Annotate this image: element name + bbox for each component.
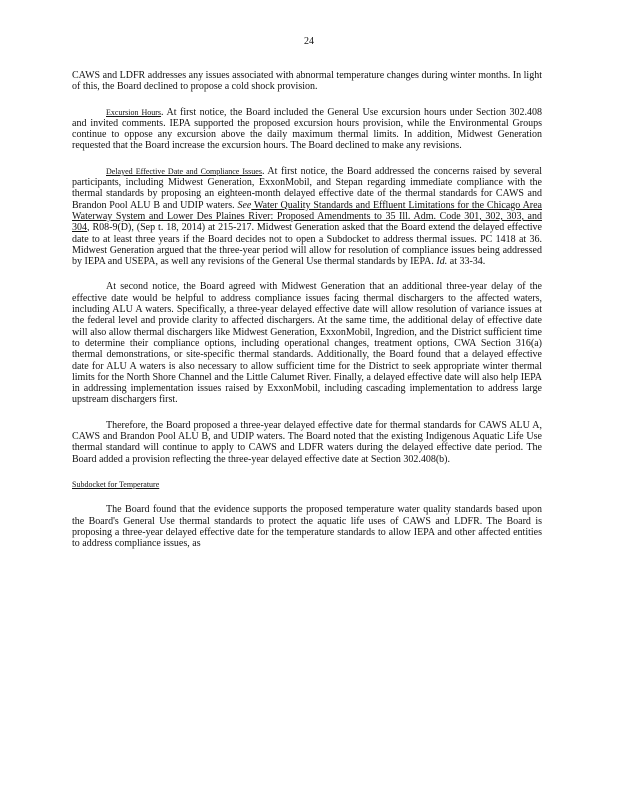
paragraph-cold-shock: CAWS and LDFR addresses any issues associated with abnormal temperature changes during winter months. In light of this, the Board declined to propose a cold shock provision. [72,70,542,93]
delayed-effective-date-text-c: at 33-34. [447,256,486,268]
paragraph-subdocket: The Board found that the evidence supports the proposed temperature water quality standards based upon the Board's General Use thermal standards to protect the aquatic life uses of CAWS and LDFR. The Board is proposing a three-year delayed effective date for the temperature standards to allow IEPA and other affected entities to address compliance issues, as [72,504,542,550]
excursion-hours-text: . At first notice, the Board included the General Use excursion hours under Section 302.408 and invited comments. IEPA supported the proposed excursion hours provision, while the Environmental Groups continue to oppose any excursion above the daily maximum thermal limits. In addition, Midwest Generation requested that the Board increase the excursion hours. The Board declined to make any revisions. [72,106,543,152]
see-signal: See [237,199,252,211]
subdocket-heading: Subdocket for Temperature [72,479,160,489]
excursion-hours-heading: Excursion Hours [106,107,162,117]
page-number: 24 [304,36,314,47]
delayed-effective-date-text-a: . At first notice, the Board addressed the concerns raised by several participants, including Midwest Generation, ExxonMobil, and Stepan regarding immediate compliance with the thermal standards by proposing an eighteen-month delayed effective date of the thermal standards for CAWS and Brandon Pool ALU B and UDIP waters. [72,165,542,211]
paragraph-therefore: Therefore, the Board proposed a three-year delayed effective date for thermal standards for CAWS ALU A, CAWS and Brandon Pool ALU B, and UDIP waters. The Board noted that the existing Indigenous Aquatic Life Use thermal standard will continue to apply to CAWS and LDFR waters during the delayed effective date period. The Board added a provision reflecting the three-year delayed effective date at Section 302.408(b). [72,419,542,465]
rulemaking-citation: Water Quality Standards and Effluent Limitations for the Chicago Area Waterway System and Lower Des Plaines River: Proposed Amendments to 35 Ill. Adm. Code 301, 302, 303, and 304 [72,199,542,234]
id-signal: Id. [436,256,448,268]
paragraph-excursion-hours [72,107,542,152]
paragraph-delayed-effective-date [72,166,542,268]
delayed-effective-date-text-b: , R08-9(D), (Sep t. 18, 2014) at 215-217. Midwest Generation asked that the Board extend the delayed effective date to at least three years if the Board decides not to open a Subdocket to address thermal issues. PC 1418 at 36. Midwest Generation argued that the three-year period will allow for resolution of compliance issues being addressed by IEPA and USEPA, as well any revisions of the General Use thermal standards by IEPA. [72,222,542,268]
delayed-effective-date-heading: Delayed Effective Date and Compliance Issues [106,166,262,176]
paragraph-second-notice: At second notice, the Board agreed with Midwest Generation that an additional three-year delay of the effective date would be helpful to address compliance issues facing thermal dischargers to the affected waters, including ALU A waters. Specifically, a three-year delayed effective date will allow resolution of variance issues at the federal level and provide clarity to affected dischargers. At the same time, the additional delay of effective date will also allow thermal dischargers like Midwest Generation, ExxonMobil, Ingredion, and the District sufficient time to determine their compliance options, including operational changes, treatment options, CWA Section 316(a) thermal demonstrations, or site-specific thermal standards. Additionally, the Board found that a delayed effective date for ALU A waters is also necessary to allow sufficient time for the District to seek appropriate winter thermal limits for the North Shore Channel and the Little Calumet River. Finally, a delayed effective date will also help IEPA in addressing implementation issues raised by ExxonMobil, including cascading implementation to address large upstream dischargers first. [72,281,542,406]
document-body [72,70,542,563]
